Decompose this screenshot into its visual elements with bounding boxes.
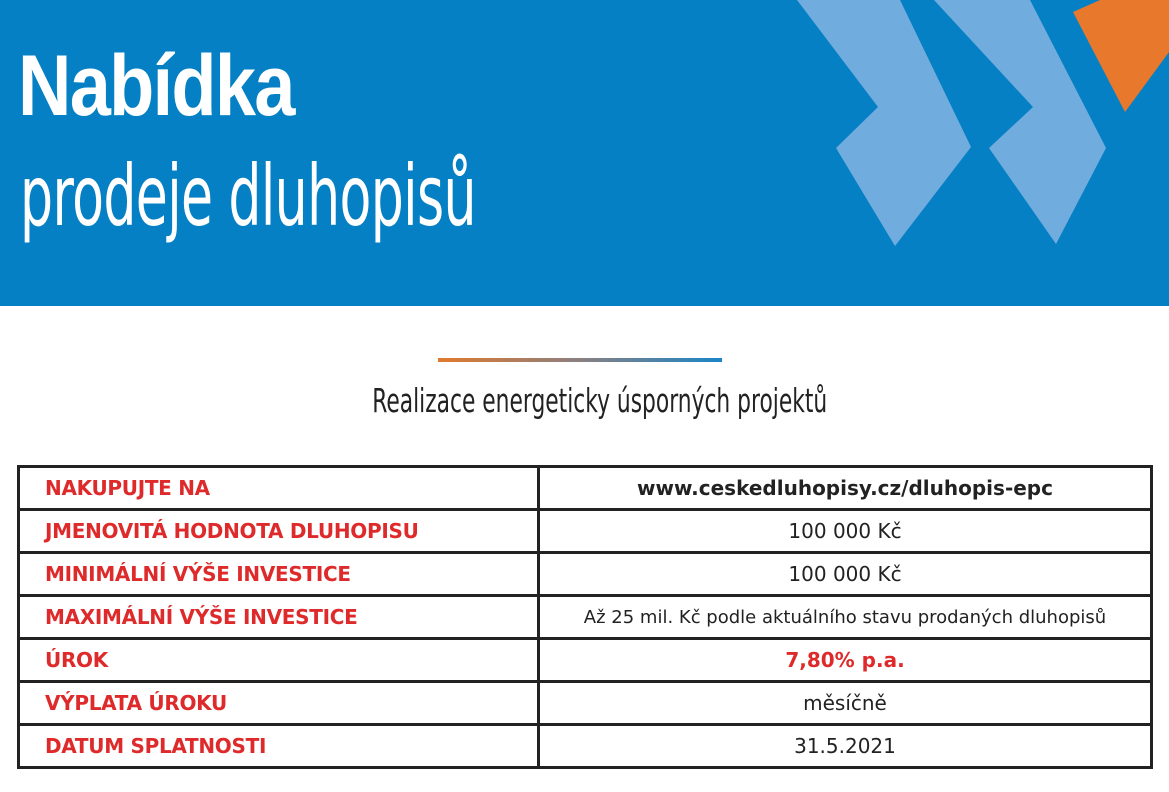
row-label: ÚROK [19, 639, 539, 682]
row-value: 100 000 Kč [539, 510, 1152, 553]
chevron-stripe-right [934, 0, 1106, 244]
table-row [19, 639, 1152, 682]
row-value: měsíčně [539, 682, 1152, 725]
gradient-divider [438, 358, 722, 362]
table-row [19, 725, 1152, 768]
row-label: NAKUPUJTE NA [19, 467, 539, 510]
row-label: MAXIMÁLNÍ VÝŠE INVESTICE [19, 596, 539, 639]
table-row [19, 510, 1152, 553]
row-label: DATUM SPLATNOSTI [19, 725, 539, 768]
row-value: 100 000 Kč [539, 553, 1152, 596]
row-label: JMENOVITÁ HODNOTA DLUHOPISU [19, 510, 539, 553]
row-label: MINIMÁLNÍ VÝŠE INVESTICE [19, 553, 539, 596]
table-row [19, 467, 1152, 510]
chevron-stripe-left [797, 0, 971, 246]
table-row [19, 596, 1152, 639]
row-label: VÝPLATA ÚROKU [19, 682, 539, 725]
page-title: Nabídka [18, 38, 294, 134]
project-description [0, 378, 1169, 424]
table-row [19, 553, 1152, 596]
row-value: Až 25 mil. Kč podle aktuálního stavu prodaných dluhopisů [539, 596, 1152, 639]
table-row [19, 682, 1152, 725]
interest-rate-value: 7,80% p.a. [539, 639, 1152, 682]
project-description-text: Realizace energeticky úsporných projektů [372, 381, 828, 420]
row-value: 31.5.2021 [539, 725, 1152, 768]
website-link[interactable]: www.ceskedluhopisy.cz/dluhopis-epc [539, 467, 1152, 510]
header-banner [0, 0, 1169, 306]
orange-triangle [1073, 0, 1169, 112]
offer-table [17, 465, 1153, 769]
page-subtitle: prodeje dluhopisů [20, 147, 476, 245]
